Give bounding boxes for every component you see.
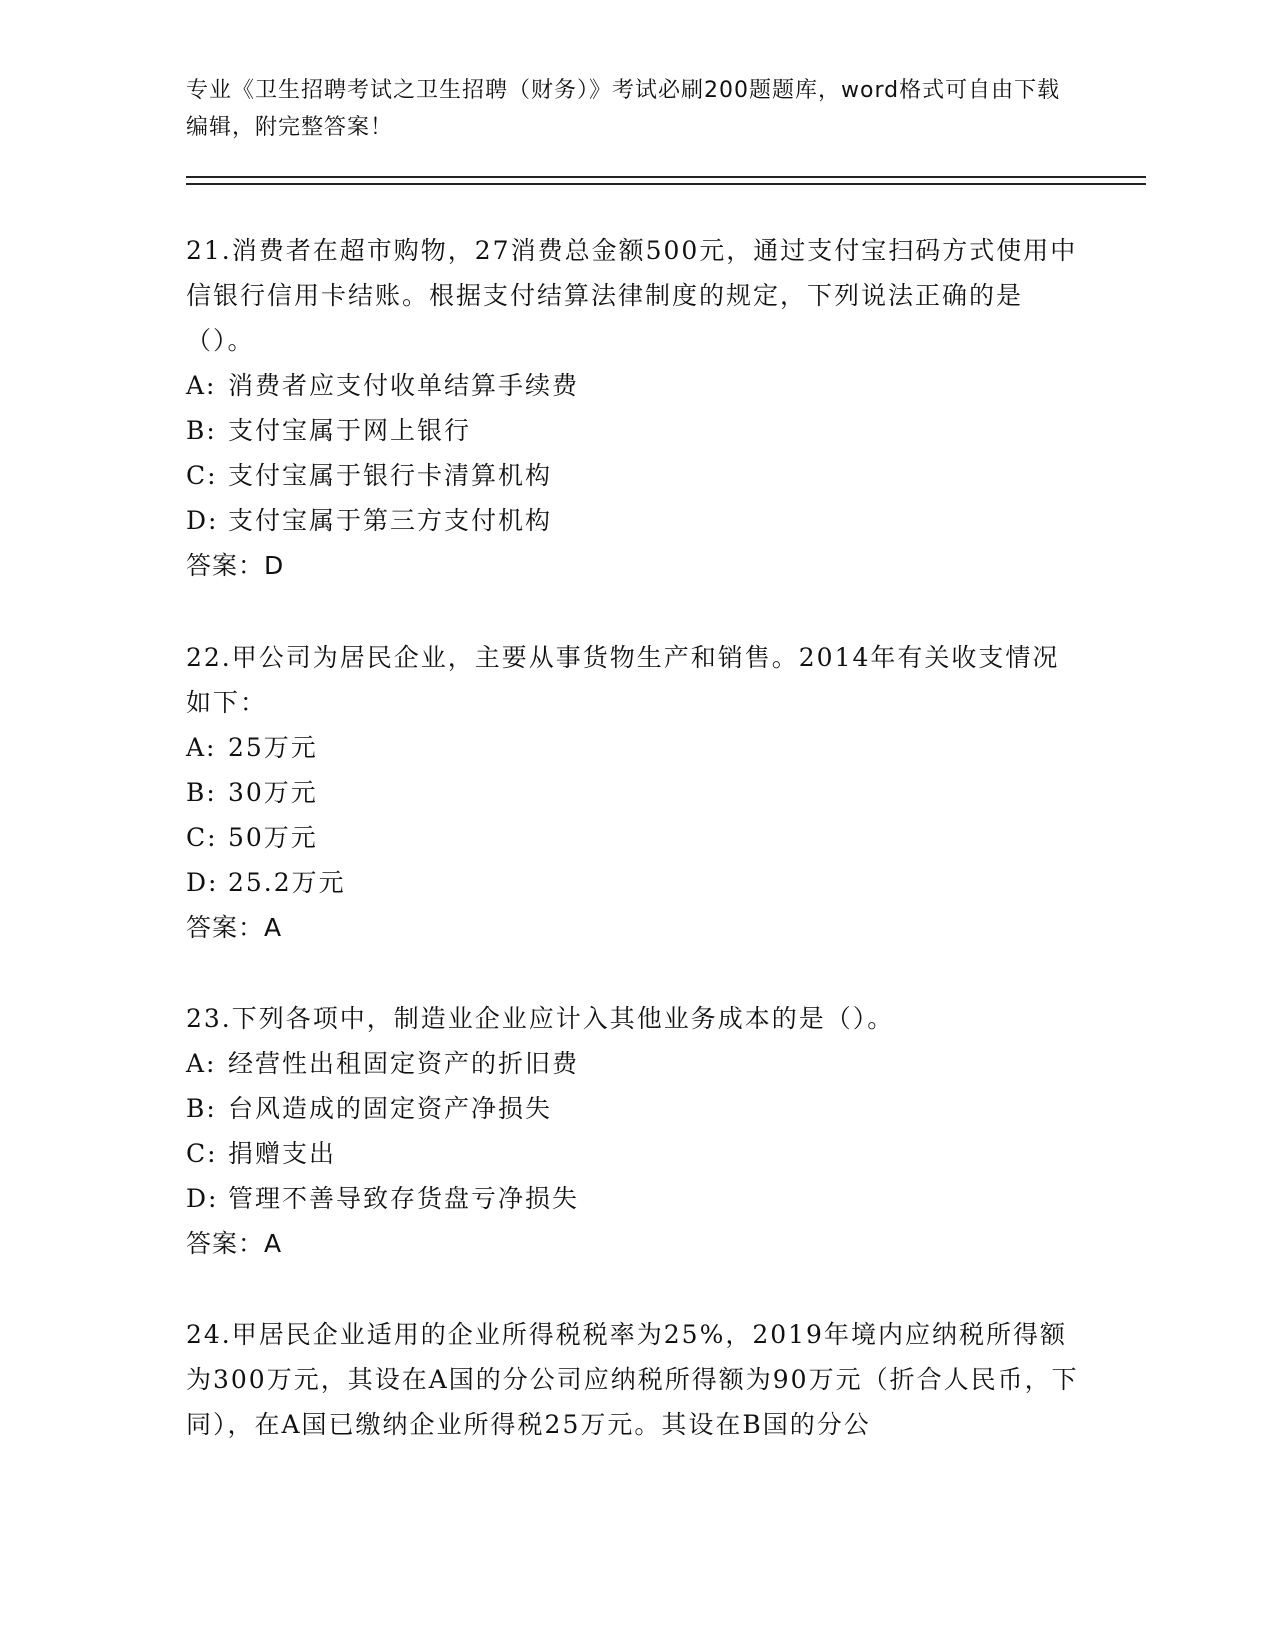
option-letter: B: — [186, 1094, 217, 1123]
option-a — [186, 363, 1086, 408]
option-text: 管理不善导致存货盘亏净损失 — [228, 1184, 580, 1213]
option-text: 经营性出租固定资产的折旧费 — [228, 1049, 580, 1078]
header-divider-top — [186, 176, 1146, 178]
option-c — [186, 815, 1086, 860]
option-d — [186, 860, 1086, 905]
option-d — [186, 498, 1086, 543]
option-letter: A: — [186, 733, 217, 762]
document-header: 专业《卫生招聘考试之卫生招聘（财务）》考试必刷200题题库，word格式可自由下载编辑，附完整答案！ — [186, 78, 1061, 140]
question-stem: 22.甲公司为居民企业，主要从事货物生产和销售。2014年有关收支情况如下： — [186, 643, 1060, 717]
option-letter: C: — [186, 1139, 218, 1168]
option-text: 消费者应支付收单结算手续费 — [228, 371, 580, 400]
option-a — [186, 1041, 1086, 1086]
option-text: 台风造成的固定资产净损失 — [228, 1094, 553, 1123]
option-c — [186, 453, 1086, 498]
option-c — [186, 1131, 1086, 1176]
option-b — [186, 770, 1086, 815]
header-divider-bottom — [186, 183, 1146, 185]
option-letter: B: — [186, 778, 217, 807]
question-23 — [186, 996, 1086, 1266]
answer: 答案：A — [186, 1229, 283, 1258]
option-letter: C: — [186, 461, 218, 490]
option-text: 50万元 — [228, 823, 318, 852]
option-text: 支付宝属于银行卡清算机构 — [228, 461, 553, 490]
option-b — [186, 408, 1086, 453]
question-21 — [186, 228, 1086, 588]
option-letter: D: — [186, 868, 219, 897]
option-letter: C: — [186, 823, 218, 852]
option-letter: A: — [186, 1049, 217, 1078]
option-text: 25.2万元 — [228, 868, 346, 897]
option-letter: D: — [186, 1184, 219, 1213]
question-24 — [186, 1312, 1086, 1447]
option-letter: A: — [186, 371, 217, 400]
option-text: 捐赠支出 — [228, 1139, 337, 1168]
question-stem: 23.下列各项中，制造业企业应计入其他业务成本的是（）。 — [186, 1004, 895, 1033]
answer: 答案：A — [186, 913, 283, 942]
option-b — [186, 1086, 1086, 1131]
question-22 — [186, 635, 1086, 950]
option-letter: B: — [186, 416, 217, 445]
option-text: 支付宝属于网上银行 — [228, 416, 472, 445]
option-text: 25万元 — [228, 733, 318, 762]
option-a — [186, 725, 1086, 770]
option-letter: D: — [186, 506, 219, 535]
question-stem: 21.消费者在超市购物，27消费总金额500元，通过支付宝扫码方式使用中信银行信用卡结账。根据支付结算法律制度的规定，下列说法正确的是（）。 — [186, 236, 1078, 355]
option-d — [186, 1176, 1086, 1221]
option-text: 支付宝属于第三方支付机构 — [228, 506, 553, 535]
option-text: 30万元 — [228, 778, 318, 807]
answer: 答案：D — [186, 551, 285, 580]
question-stem: 24.甲居民企业适用的企业所得税税率为25%，2019年境内应纳税所得额为300万元，其设在A国的分公司应纳税所得额为90万元（折合人民币，下同），在A国已缴纳企业所得税25万元。其设在B国的分公 — [186, 1320, 1079, 1439]
